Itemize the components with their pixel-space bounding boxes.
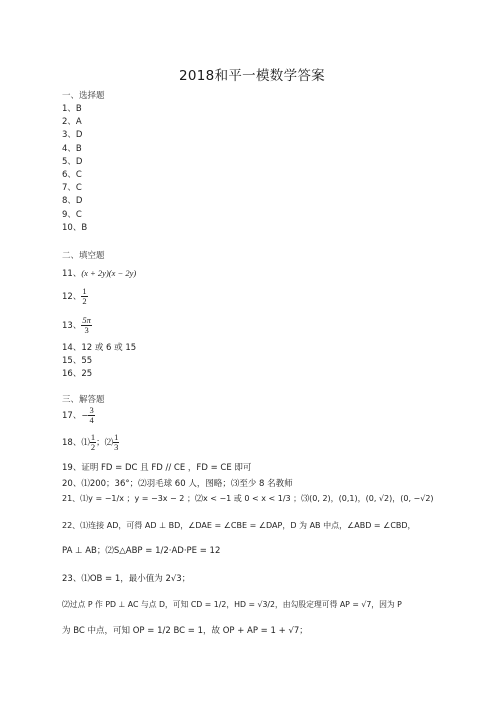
fraction-numerator: 1 [114,432,119,442]
fraction-denominator: 2 [82,296,87,306]
minus-sign: − [81,411,89,421]
answer-15 [62,354,92,366]
choice-answer-row [62,168,82,180]
answer-number: 14、 [62,343,82,353]
part-marker: ⑵ [104,438,114,448]
answer-22-line1: 22、⑴连接 AD，可得 AD ⊥ BD，∠DAE = ∠CBE = ∠DAP，D 为 AB 中点，∠ABD = ∠CBD， [62,521,416,530]
answer-number: 17、 [62,411,82,421]
answer-11 [62,267,136,279]
answer-23-line1: 23、⑴OB = 1，最小值为 2√3； [62,574,191,584]
fraction [113,433,119,452]
fraction-denominator: 3 [114,442,119,452]
answer-number: 6、 [62,170,76,180]
answer-number: 15、 [62,356,82,366]
answer-expression: (x + 2y)(x − 2y) [81,268,137,278]
answer-number: 2、 [62,117,76,128]
choice-answer-row [62,155,82,167]
section-heading-fill: 二、填空题 [62,251,105,261]
answer-letter: D [75,130,83,141]
answer-number: 16、 [62,369,82,379]
answer-20: 20、⑴200；36°；⑵羽毛球 60 人，图略；⑶至少 8 名教师 [62,479,293,489]
answer-18 [62,433,119,452]
answer-23-line2: ⑵过点 P 作 PD ⊥ AC 与点 D，可知 CD = 1/2，HD = √3/2，由勾股定理可得 AP = √7，因为 P [62,600,402,609]
fraction-numerator: 1 [90,432,96,442]
fraction-numerator: 5π [82,315,91,325]
answer-letter: C [75,170,82,180]
answer-22-line2: PA ⊥ AB；⑵S△ABP = 1/2·AD·PE = 12 [62,546,221,556]
answer-letter: D [75,196,83,207]
answer-letter: B [75,104,82,114]
fraction [81,287,87,306]
answer-number: 13、 [62,321,82,331]
answer-14 [62,341,136,353]
choice-answer-row [62,128,82,140]
choice-answer-row [62,221,87,233]
answer-text: 25 [81,369,93,379]
fraction [88,406,94,425]
fraction-numerator: 1 [82,286,87,296]
section-heading-choice: 一、选择题 [62,91,105,101]
answer-letter: A [75,117,82,128]
answer-12 [62,287,88,306]
answer-number: 11、 [62,269,82,279]
choice-answer-row [62,208,82,220]
answer-19: 19、证明 FD = DC 且 FD // CE ，FD = CE 即可 [62,463,252,473]
choice-answer-row [62,181,82,193]
fraction-denominator: 3 [81,325,92,335]
answer-letter: B [75,143,82,154]
answer-23-line3: 为 BC 中点，可知 OP = 1/2 BC = 1，故 OP + AP = 1 + √7； [62,626,308,636]
fraction [81,316,92,335]
answer-text: 12 或 6 或 15 [81,343,137,353]
answer-number: 12、 [62,292,82,302]
answer-16 [62,367,92,379]
answer-letter: B [81,222,88,233]
answer-number: 9、 [62,209,76,220]
answer-number: 1、 [62,104,76,114]
answer-letter: C [75,183,82,194]
page-title: 2018和平一模数学答案 [179,68,325,84]
answer-text: 55 [81,356,93,366]
choice-answer-row [62,102,82,114]
section-heading-solve: 三、解答题 [62,395,105,405]
answer-13 [62,316,92,335]
answer-letter: C [75,209,82,220]
answer-number: 5、 [62,156,76,167]
answer-number: 8、 [62,196,76,207]
choice-answer-row [62,115,82,127]
answer-number: 18、 [62,438,82,448]
answer-17 [62,406,95,425]
answer-number: 3、 [62,130,76,141]
choice-answer-row [62,194,82,206]
fraction-numerator: 3 [89,405,94,415]
fraction-denominator: 2 [90,442,96,452]
part-marker: ⑴ [81,438,90,448]
answer-21: 21、⑴y = −1/x ；y = −3x − 2 ；⑵x < −1 或 0 < x < 1/3 ；⑶(0, 2)，(0,1)，(0, √2)，(0, −√2) [62,494,434,503]
answer-number: 4、 [62,143,76,154]
fraction-denominator: 4 [89,415,94,425]
choice-answer-row [62,142,82,154]
answer-number: 7、 [62,183,76,194]
answer-letter: D [75,156,83,167]
separator: ； [96,438,105,448]
answer-number: 10、 [62,222,82,233]
